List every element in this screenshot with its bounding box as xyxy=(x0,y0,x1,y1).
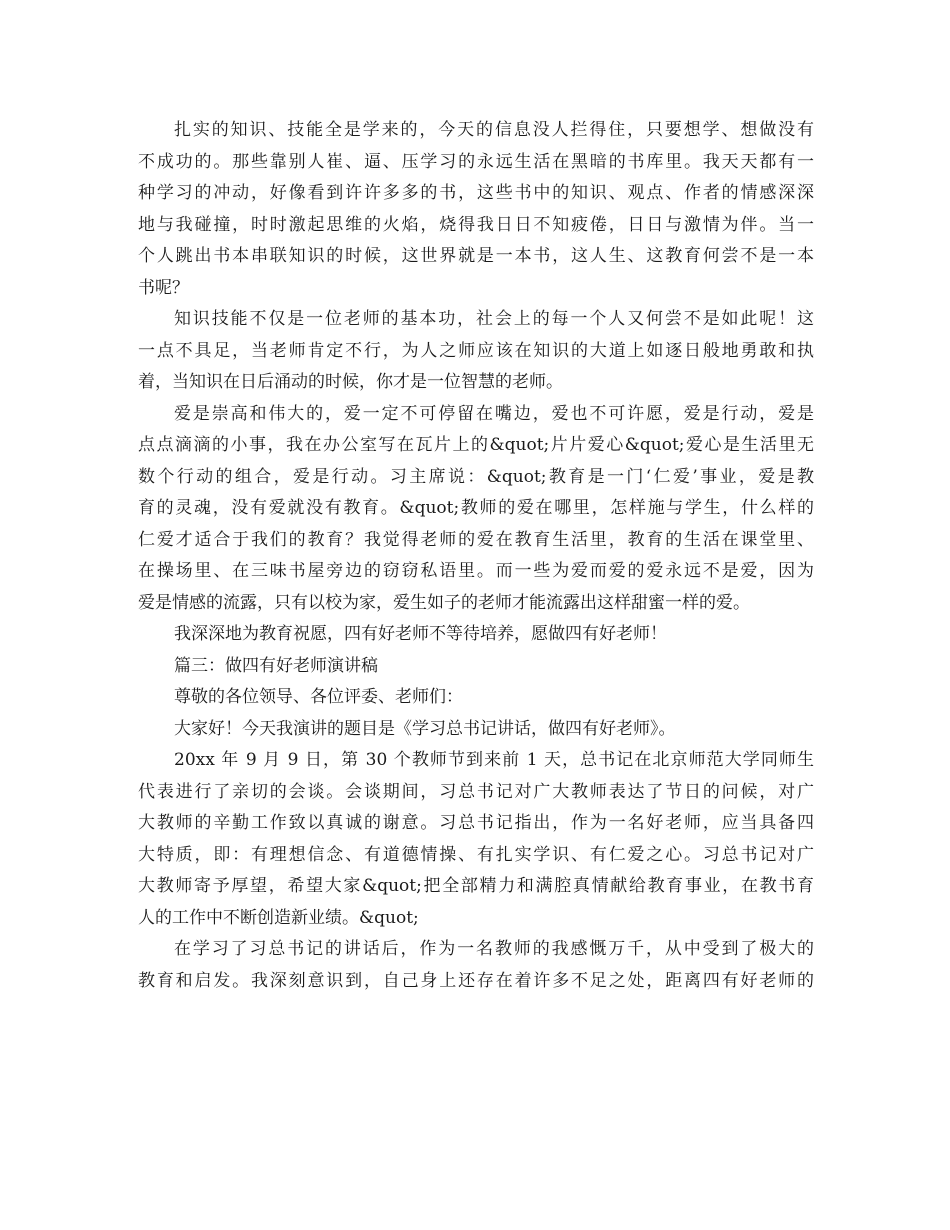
text-line: 爱是情感的流露，只有以校为家，爱生如子的老师才能流露出这样甜蜜一样的爱。 xyxy=(138,592,750,613)
salutation: 尊敬的各位领导、各位评委、老师们： xyxy=(174,687,463,707)
text-line: 不成功的。那些靠别人崔、逼、压学习的永远生活在黑暗的书库里。我天天都有一 xyxy=(138,151,814,172)
text-line: 教育和启发。我深刻意识到，自己身上还存在着许多不足之处，距离四有好老师的 xyxy=(138,970,814,991)
text-line: 大家好！今天我演讲的题目是《学习总书记讲话，做四有好老师》。 xyxy=(174,718,676,739)
text-line: 育的灵魂，没有爱就没有教育。&quot;教师的爱在哪里，怎样施与学生，什么样的 xyxy=(138,498,814,518)
text-line: 一点不具足，当老师肯定不行，为人之师应该在知识的大道上如逐日般地勇敢和执 xyxy=(138,340,814,361)
text-line: 书呢？ xyxy=(138,277,189,298)
text-line: 大教师寄予厚望，希望大家&quot;把全部精力和满腔真情献给教育事业，在教书育 xyxy=(138,876,814,896)
text-line: 在学习了习总书记的讲话后，作为一名教师的我感慨万千，从中受到了极大的 xyxy=(174,939,814,959)
text-line: 知识技能不仅是一位老师的基本功，社会上的每一个人又何尝不是如此呢！这 xyxy=(174,309,814,329)
text-line: 种学习的冲动，好像看到许许多多的书，这些书中的知识、观点、作者的情感深深 xyxy=(138,183,814,203)
text-line: 在操场里、在三味书屋旁边的窃窃私语里。而一些为爱而爱的爱永远不是爱，因为 xyxy=(138,561,814,581)
text-line: 仁爱才适合于我们的教育？我觉得老师的爱在教育生活里，教育的生活在课堂里、 xyxy=(138,529,814,550)
section-heading: 篇三：做四有好老师演讲稿 xyxy=(174,655,378,676)
text-line: 爱是崇高和伟大的，爱一定不可停留在嘴边，爱也不可许愿，爱是行动，爱是 xyxy=(174,403,814,424)
text-line: 个人跳出书本串联知识的时候，这世界就是一本书，这人生、这教育何尝不是一本 xyxy=(138,246,814,266)
document-body xyxy=(138,115,814,997)
text-line: 大特质，即：有理想信念、有道德情操、有扎实学识、有仁爱之心。习总书记对广 xyxy=(138,844,814,865)
text-line: 点点滴滴的小事，我在办公室写在瓦片上的&quot;片片爱心&quot;爱心是生活里无 xyxy=(138,435,814,455)
text-line: 20xx 年 9 月 9 日，第 30 个教师节到来前 1 天，总书记在北京师范大学同师生 xyxy=(174,750,814,770)
text-line: 着，当知识在日后涌动的时候，你才是一位智慧的老师。 xyxy=(138,372,563,392)
text-line: 大教师的辛勤工作致以真诚的谢意。习总书记指出，作为一名好老师，应当具备四 xyxy=(138,813,814,833)
text-line: 代表进行了亲切的会谈。会谈期间，习总书记对广大教师表达了节日的问候，对广 xyxy=(138,781,814,802)
text-line: 我深深地为教育祝愿，四有好老师不等待培养，愿做四有好老师！ xyxy=(174,624,667,644)
text-line: 扎实的知识、技能全是学来的，今天的信息没人拦得住，只要想学、想做没有 xyxy=(174,120,814,140)
text-line: 地与我碰撞，时时激起思维的火焰，烧得我日日不知疲倦，日日与激情为伴。当一 xyxy=(138,214,814,235)
text-line: 数个行动的组合，爱是行动。习主席说：&quot;教育是一门‘仁爱’事业，爱是教 xyxy=(138,466,814,487)
text-line: 人的工作中不断创造新业绩。&quot; xyxy=(138,907,419,928)
